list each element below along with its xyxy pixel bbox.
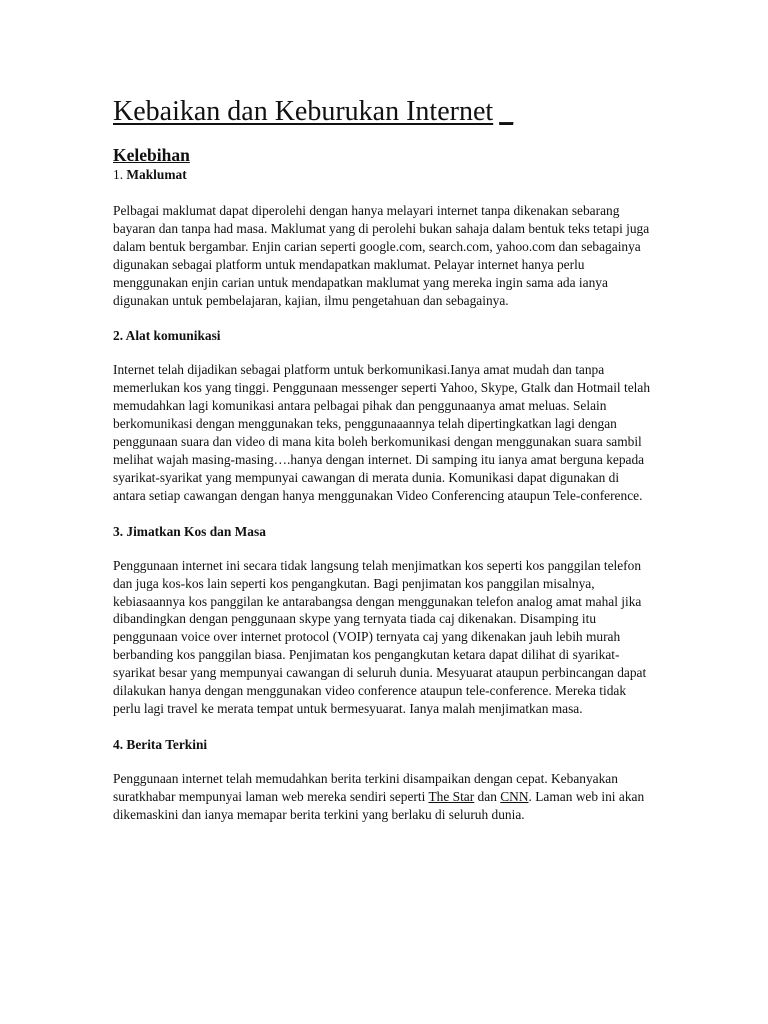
item-number: 1.	[113, 167, 127, 182]
document-page	[113, 92, 653, 842]
link-cnn[interactable]: CNN	[500, 788, 529, 804]
paragraph-text-part: Penggunaan internet telah memudahkan berita terkini disampaikan dengan cepat. Kebanyakan suratkhabar mempunyai laman web mereka sendiri seperti	[113, 770, 618, 804]
item-heading-text: Maklumat	[126, 167, 187, 182]
link-the-star[interactable]: The Star	[428, 788, 475, 804]
paragraph-text-part: dan	[474, 788, 501, 804]
section-heading: Kelebihan	[113, 145, 190, 165]
title-trailing-underscore: _	[499, 96, 514, 127]
paragraph-maklumat: Pelbagai maklumat dapat diperolehi dengan hanya melayari internet tanpa dikenakan sebarang bayaran dan tanpa had masa. Maklumat yang di perolehi bukan sahaja dalam bentuk teks tetapi juga dalam bentuk bergambar. Enjin carian seperti google.com, search.com, yahoo.com dan sebagainya digunakan sebagai platform untuk mendapatkan maklumat. Pelayar internet hanya perlu menggunakan enjin carian untuk mendapatkan maklumat yang mereka ingin sama ada ianya digunakan untuk pembelajaran, kajian, ilmu pengetahuan dan sebagainya.	[113, 203, 650, 308]
item-heading-alat-komunikasi: 2. Alat komunikasi	[113, 328, 221, 344]
paragraph-alat-komunikasi: Internet telah dijadikan sebagai platform untuk berkomunikasi.Ianya amat mudah dan tanpa memerlukan kos yang tinggi. Penggunaan messenger seperti Yahoo, Skype, Gtalk dan Hotmail telah memudahkan lagi komunikasi antara pelbagai pihak dan penggunaanya amat meluas. Selain berkomunikasi dengan menggunakan teks, penggunaaannya telah dipertingkatkan lagi dengan penggunaan suara dan video di mana kita boleh berkomunikasi dengan menggunakan suara sambil melihat wajah masing-masing….hanya dengan internet. Di samping itu ianya amat berguna kepada syarikat-syarikat yang mempunyai cawangan di merata dunia. Komunikasi dapat digunakan di antara setiap cawangan dengan hanya menggunakan Video Conferencing ataupun Tele-conference.	[113, 362, 651, 503]
paragraph-text-part: . Laman web ini akan dikemaskini dan ianya memapar berita terkini yang berlaku di seluruh dunia.	[113, 788, 645, 822]
item-heading-jimatkan-kos: 3. Jimatkan Kos dan Masa	[113, 523, 266, 539]
document-title	[113, 92, 653, 132]
item-heading-berita-terkini: 4. Berita Terkini	[113, 736, 208, 752]
document-title-text: Kebaikan dan Keburukan Internet	[113, 96, 494, 127]
paragraph-jimatkan-kos: Penggunaan internet ini secara tidak langsung telah menjimatkan kos seperti kos panggilan telefon dan juga kos-kos lain seperti kos pengangkutan. Bagi penjimatan kos panggilan misalnya, kebiasaannya kos panggilan ke antarabangsa dengan menggunakan telefon analog amat mahal jika dibandingkan dengan penggunaan skype yang ternyata tiada caj dikenakan. Disamping itu penggunaan voice over internet protocol (VOIP) ternyata caj yang dikenakan jauh lebih murah berbanding kos panggilan biasa. Penjimatan kos pengangkutan ketara dapat dilihat di syarikat-syarikat besar yang mempunyai cawangan di seluruh dunia. Mesyuarat ataupun perbincangan dapat dilakukan hanya dengan menggunakan video conference ataupun tele-conference. Mereka tidak perlu lagi travel ke merata tempat untuk bermesyuarat. Ianya malah menjimatkan masa.	[113, 557, 647, 716]
item-heading-maklumat	[113, 166, 653, 184]
paragraph-berita-terkini	[113, 770, 653, 824]
